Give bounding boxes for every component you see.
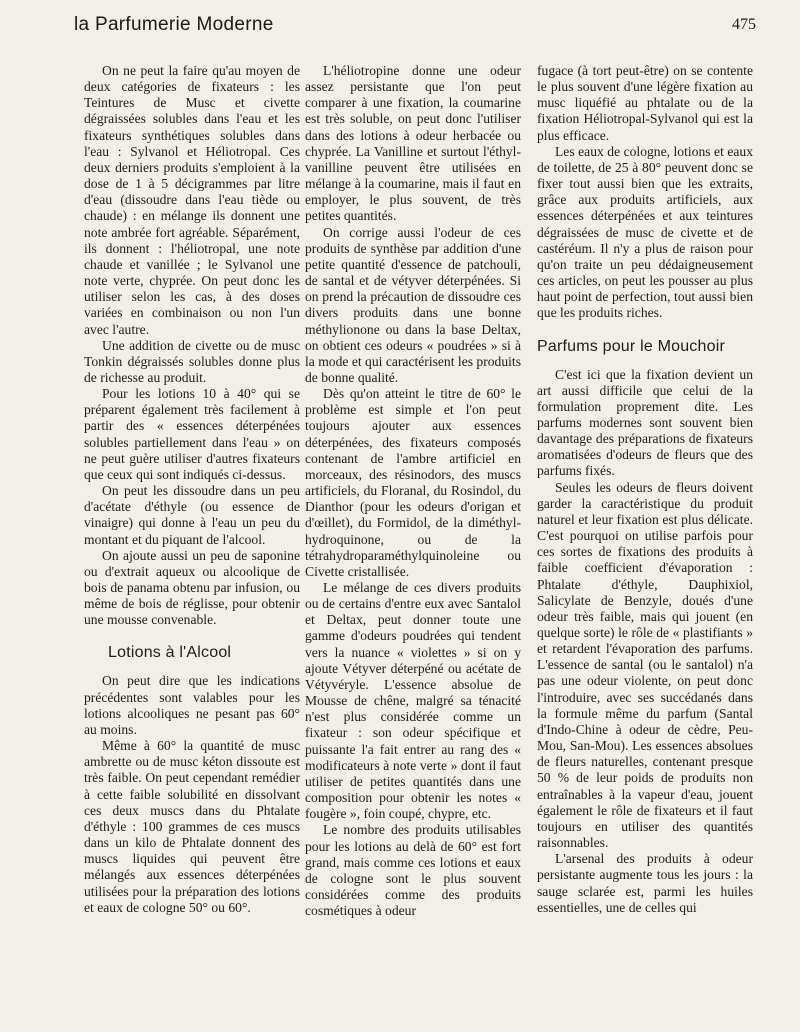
column-2 — [305, 63, 521, 919]
section-heading-mouchoir: Parfums pour le Mouchoir — [537, 337, 725, 355]
paragraph: Pour les lotions 10 à 40° qui se préparent également très facilement à partir des « essences déterpénées solubles partiellement dans l'eau » on ne peut guère utiliser d'autres fixateurs que ceux qui sont indiqués ci-dessus. — [84, 386, 300, 482]
column-1 — [84, 63, 300, 916]
paragraph: On corrige aussi l'odeur de ces produits de synthèse par addition d'une petite quantité d'essence de patchouli, de santal et de vétyver déterpénées. Si on prend la précaution de dissoudre ces divers produits dans une bonne méthylionone ou dans la base Deltax, on obtient ces odeurs « poudrées » si à la mode et qui caractérisent les produits de bonne qualité. — [305, 224, 521, 385]
paragraph: Même à 60° la quantité de musc ambrette ou de musc kéton dissoute est très faible. On peut cependant remédier à cette faible solubilité en dissolvant ces deux muscs dans du Phtalate d'éthyle : 100 grammes de ces muscs dans un kilo de Phtalate donnent des muscs liquides qui peuvent être mélangés aux essences déterpénées utilisées pour la préparation des lotions et eaux de cologne 50° ou 60°. — [84, 738, 300, 915]
paragraph: Le nombre des produits utilisables pour les lotions au delà de 60° est fort grand, mais comme ces lotions et eaux de cologne sont le plus souvent considérées comme des produits cosmétiques à odeur — [305, 822, 521, 919]
paragraph: Une addition de civette ou de musc Tonkin dégraissés solubles donne plus de richesse au produit. — [84, 337, 300, 385]
paragraph: Seules les odeurs de fleurs doivent garder la caractéristique du produit naturel et leur fixation est plus délicate. C'est pourquoi on utilise parfois pour ces sortes de fixations des produits à faible coefficient d'évaporation : Phtalate d'éthyle, Dauphixiol, Salicylate de Benzyle, doués d'une odeur très faible, mais qui jouent (en quelque sorte) le rôle de « plastifiants » et retardent l'évaporation des parfums. L'essence de santal (ou le santalol) n'a pas une odeur violente, on peut donc l'introduire, avec ses succédanés dans la formule même du parfum (Santal d'Indo-Chine à odeur de cèdre, Peu-Mou, San-Mou). Les essences absolues de fleurs naturelles, contenant presque 50 % de leur poids de produits non entraînables à la vapeur d'eau, jouent également le rôle de fixateurs et il faut toujours en utiliser des quantités raisonnables. — [537, 479, 753, 851]
paragraph: L'arsenal des produits à odeur persistante augmente tous les jours : la sauge sclarée est, parmi les huiles essentielles, une de celles qui — [537, 851, 753, 915]
paragraph: Les eaux de cologne, lotions et eaux de toilette, de 25 à 80° peuvent donc se fixer tout aussi bien que les extraits, grâce aux produits artificiels, aux essences déterpénées et aux teintures dégraissées de musc de civette et de castéréum. Il n'y a plus de raison pour qu'on traite un peu dédaigneusement ces articles, on peut les pousser au plus haut point de perfection, tout aussi bien que les produits riches. — [537, 143, 753, 321]
section-heading-lotions: Lotions à l'Alcool — [108, 644, 232, 662]
paragraph: L'héliotropine donne une odeur assez persistante que l'on peut comparer à une fixation, la coumarine est très soluble, on peut donc l'utiliser dans des lotions à odeur herbacée ou chyprée. La Vanilline et surtout l'éthyl-vanilline peuvent être utilisées en mélange à la coumarine, mais il faut en employer, le plus souvent, de très petites quantités. — [305, 63, 521, 224]
paragraph: Dès qu'on atteint le titre de 60° le problème est simple et l'on peut toujours ajouter aux essences déterpénées, des fixateurs composés contenant de l'ambre artificiel en morceaux, des résinodors, des muscs artificiels, du Floranal, du Rosindol, du Dianthor (pour les odeurs d'origan et d'œillet), du Formidol, de la diméthyl-hydroquinone, ou de la tétrahydroparaméthylquinoleine ou Civette cristallisée. — [305, 386, 521, 579]
journal-title: la Parfumerie Moderne — [74, 14, 274, 35]
paragraph: On peut dire que les indications précédentes sont valables pour les lotions alcooliques ne pesant pas 60° au moins. — [84, 673, 300, 737]
paragraph: On ajoute aussi un peu de saponine ou d'extrait aqueux ou alcoolique de bois de panama obtenu par infusion, ou même de bois de réglisse, pour obtenir une mousse convenable. — [84, 547, 300, 628]
paragraph: fugace (à tort peut-être) on se contente le plus souvent d'une légère fixation au musc liquéfié au phtalate ou de la fixation Héliotropal-Sylvanol qui est la plus efficace. — [537, 63, 753, 143]
paragraph: Le mélange de ces divers produits ou de certains d'entre eux avec Santalol et Deltax, peut donner toute une gamme d'odeurs poudrées qui tendent vers la nuance « violettes » si on y ajoute Vétyver déterpéné ou acétate de Vétyvéryle. L'essence absolue de Mousse de chêne, malgré sa ténacité n'est plus considérée comme un fixateur : son odeur spécifique et puissante l'a fait entrer au rang des « modificateurs à note verte » dont il faut utiliser de petites quantités dans une composition pour obtenir les notes « fougère », foin coupé, chypre, etc. — [305, 580, 521, 822]
paragraph: On peut les dissoudre dans un peu d'acétate d'éthyle (ou essence de vinaigre) qui donne à l'eau un peu du montant et du piquant de l'alcool. — [84, 483, 300, 547]
paragraph: On ne peut la faire qu'au moyen de deux catégories de fixateurs : les Teintures de Musc et civette dégraissées solubles dans l'eau et les fixateurs synthétiques solubles dans l'eau : Sylvanol et Héliotropal. Ces deux derniers produits s'emploient à la dose de 1 à 5 décigrammes par litre d'eau (dissoudre dans l'eau tiède ou chaude) : en mélange ils donnent une note ambrée fort agréable. Séparément, ils donnent : l'héliotropal, une note chaude et vanillée ; le Sylvanol une note verte, chyprée. On peut donc les utiliser selon les cas, à des doses variées en combinaison ou non l'un avec l'autre. — [84, 63, 300, 337]
paragraph: C'est ici que la fixation devient un art aussi difficile que celui de la formulation proprement dite. Les parfums modernes sont souvent bien davantage des préparations de fixateurs aromatisées d'odeurs de fleurs que des parfums fixés. — [537, 366, 753, 479]
column-3 — [537, 63, 753, 916]
page-number: 475 — [732, 16, 756, 33]
page-header — [74, 14, 756, 40]
